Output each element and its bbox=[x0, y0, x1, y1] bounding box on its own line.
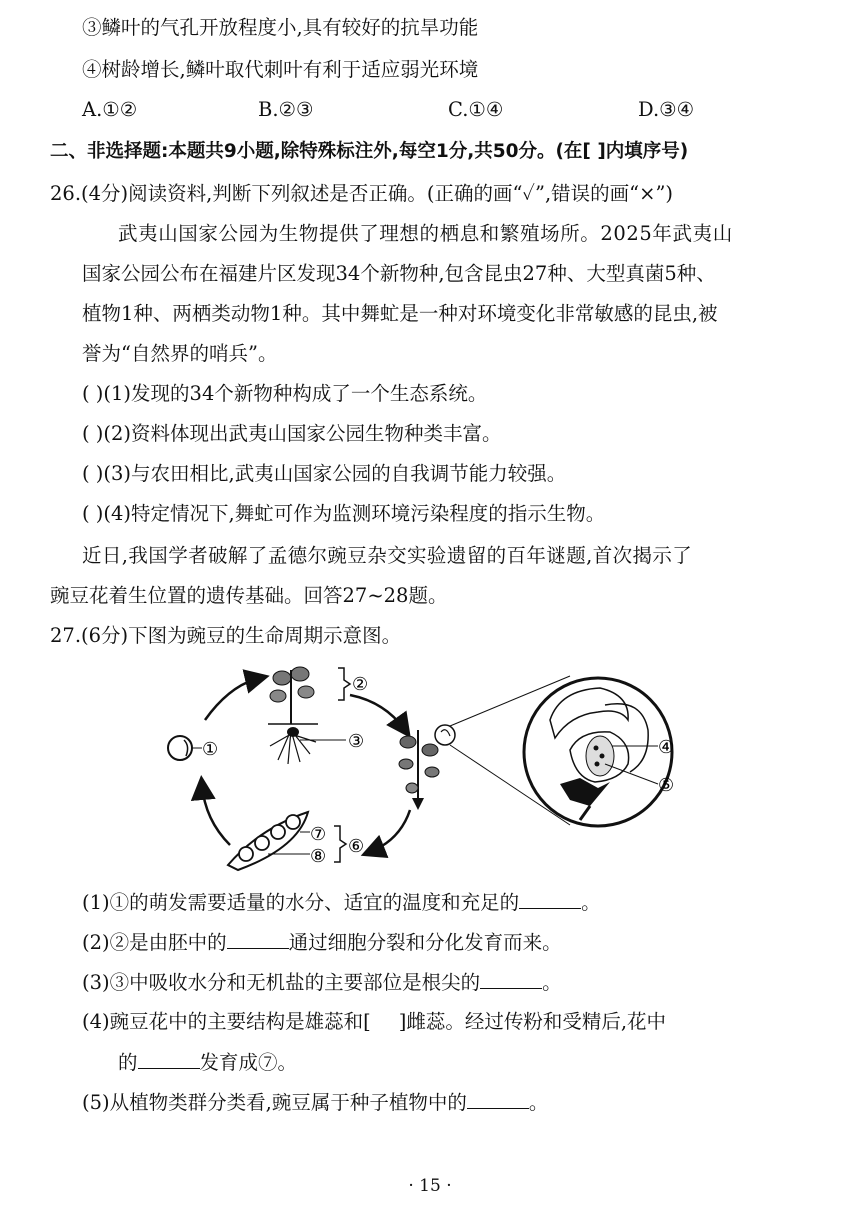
q27-sub-1-text: (1)①的萌发需要适量的水分、适宜的温度和充足的 bbox=[82, 891, 520, 914]
page-number: · 15 · bbox=[408, 1176, 452, 1196]
q26-item-2 bbox=[82, 420, 502, 448]
arrow-icon bbox=[370, 810, 410, 852]
q27-sub-1 bbox=[82, 888, 601, 917]
arrow-icon bbox=[205, 678, 260, 720]
q27-sub-5 bbox=[82, 1088, 548, 1117]
option-a: A.①② bbox=[82, 98, 138, 121]
label-5: ⑤ bbox=[658, 775, 675, 796]
intro-line-2: 豌豆花着生位置的遗传基础。回答27~28题。 bbox=[50, 584, 448, 607]
q27-sub-2-text: (2)②是由胚中的 bbox=[82, 931, 227, 954]
answer-blank[interactable] bbox=[519, 888, 581, 909]
q26-passage-line-2: 国家公园公布在福建片区发现34个新物种,包含昆虫27种、大型真菌5种、 bbox=[82, 262, 716, 285]
arrow-icon bbox=[202, 785, 230, 845]
answer-bracket[interactable]: ( ) bbox=[82, 462, 104, 485]
q27-sub-3-text: (3)③中吸收水分和无机盐的主要部位是根尖的 bbox=[82, 971, 481, 994]
option-b: B.②③ bbox=[258, 98, 314, 121]
q26-passage-line-3: 植物1种、两栖类动物1种。其中舞虻是一种对环境变化非常敏感的昆虫,被 bbox=[82, 302, 718, 325]
q26-item-1-text: (1)发现的34个新物种构成了一个生态系统。 bbox=[103, 382, 488, 405]
label-1: ① bbox=[202, 739, 219, 760]
option-c: C.①④ bbox=[448, 98, 504, 121]
answer-blank[interactable] bbox=[138, 1048, 200, 1069]
q27-sub-4-line-2 bbox=[118, 1048, 297, 1077]
answer-blank[interactable] bbox=[467, 1088, 529, 1109]
answer-blank[interactable] bbox=[227, 928, 289, 949]
label-3: ③ bbox=[348, 731, 365, 752]
q27-sub-4-line-2-text: 的 bbox=[118, 1051, 138, 1074]
q26-item-1 bbox=[82, 380, 487, 408]
q27-sub-3 bbox=[82, 968, 562, 997]
q27-sub-4-line-2-end: 发育成⑦。 bbox=[199, 1051, 298, 1074]
flower-closeup-icon bbox=[524, 678, 675, 826]
flowering-plant-icon bbox=[399, 725, 455, 810]
answer-bracket[interactable]: ( ) bbox=[82, 502, 104, 525]
q27-sub-4-middle: ]雌蕊。经过传粉和受精后,花中 bbox=[398, 1010, 667, 1033]
option-statement-3: ③鳞叶的气孔开放程度小,具有较好的抗旱功能 bbox=[82, 16, 479, 39]
answer-bracket[interactable]: ( ) bbox=[82, 422, 104, 445]
q26-item-2-text: (2)资料体现出武夷山国家公园生物种类丰富。 bbox=[103, 422, 502, 445]
q27-sub-1-end: 。 bbox=[581, 891, 601, 914]
option-statement-4: ④树龄增长,鳞叶取代刺叶有利于适应弱光环境 bbox=[82, 58, 479, 81]
label-4: ④ bbox=[658, 737, 675, 758]
arrow-icon bbox=[350, 695, 405, 730]
q27-sub-4 bbox=[82, 1008, 666, 1036]
pea-pod-icon bbox=[228, 812, 308, 870]
q26-passage-line-4: 誉为“自然界的哨兵”。 bbox=[82, 342, 278, 365]
intro-line-1: 近日,我国学者破解了孟德尔豌豆杂交实验遗留的百年谜题,首次揭示了 bbox=[82, 544, 693, 567]
q27-sub-2 bbox=[82, 928, 562, 957]
q26-item-4 bbox=[82, 500, 605, 528]
q27-sub-2-end: 通过细胞分裂和分化发育而来。 bbox=[288, 931, 562, 954]
label-8: ⑧ bbox=[310, 846, 327, 867]
q27-stem: 27.(6分)下图为豌豆的生命周期示意图。 bbox=[50, 624, 402, 647]
label-7: ⑦ bbox=[310, 824, 327, 845]
section-heading: 二、非选择题:本题共9小题,除特殊标注外,每空1分,共50分。(在[ ]内填序号) bbox=[50, 141, 689, 162]
q26-item-4-text: (4)特定情况下,舞虻可作为监测环境污染程度的指示生物。 bbox=[103, 502, 606, 525]
label-6: ⑥ bbox=[348, 836, 365, 857]
q26-item-3-text: (3)与农田相比,武夷山国家公园的自我调节能力较强。 bbox=[103, 462, 567, 485]
q27-sub-5-text: (5)从植物类群分类看,豌豆属于种子植物中的 bbox=[82, 1091, 467, 1114]
q27-sub-5-end: 。 bbox=[528, 1091, 549, 1114]
pea-life-cycle-diagram bbox=[150, 660, 720, 880]
answer-blank[interactable] bbox=[480, 968, 542, 989]
q26-passage-line-1: 武夷山国家公园为生物提供了理想的栖息和繁殖场所。2025年武夷山 bbox=[118, 222, 733, 245]
q26-item-3 bbox=[82, 460, 566, 488]
bracket-icon bbox=[334, 826, 346, 862]
bracket-icon bbox=[338, 668, 350, 700]
q27-sub-3-end: 。 bbox=[542, 971, 562, 994]
answer-bracket[interactable]: ( ) bbox=[82, 382, 104, 405]
seed-icon bbox=[168, 736, 202, 760]
q26-stem: 26.(4分)阅读资料,判断下列叙述是否正确。(正确的画“✓”,错误的画“×”) bbox=[50, 182, 674, 205]
option-d: D.③④ bbox=[638, 98, 695, 121]
seedling-icon bbox=[268, 667, 318, 764]
label-2: ② bbox=[352, 674, 369, 695]
q27-sub-4-text: (4)豌豆花中的主要结构是雄蕊和[ bbox=[82, 1010, 371, 1033]
